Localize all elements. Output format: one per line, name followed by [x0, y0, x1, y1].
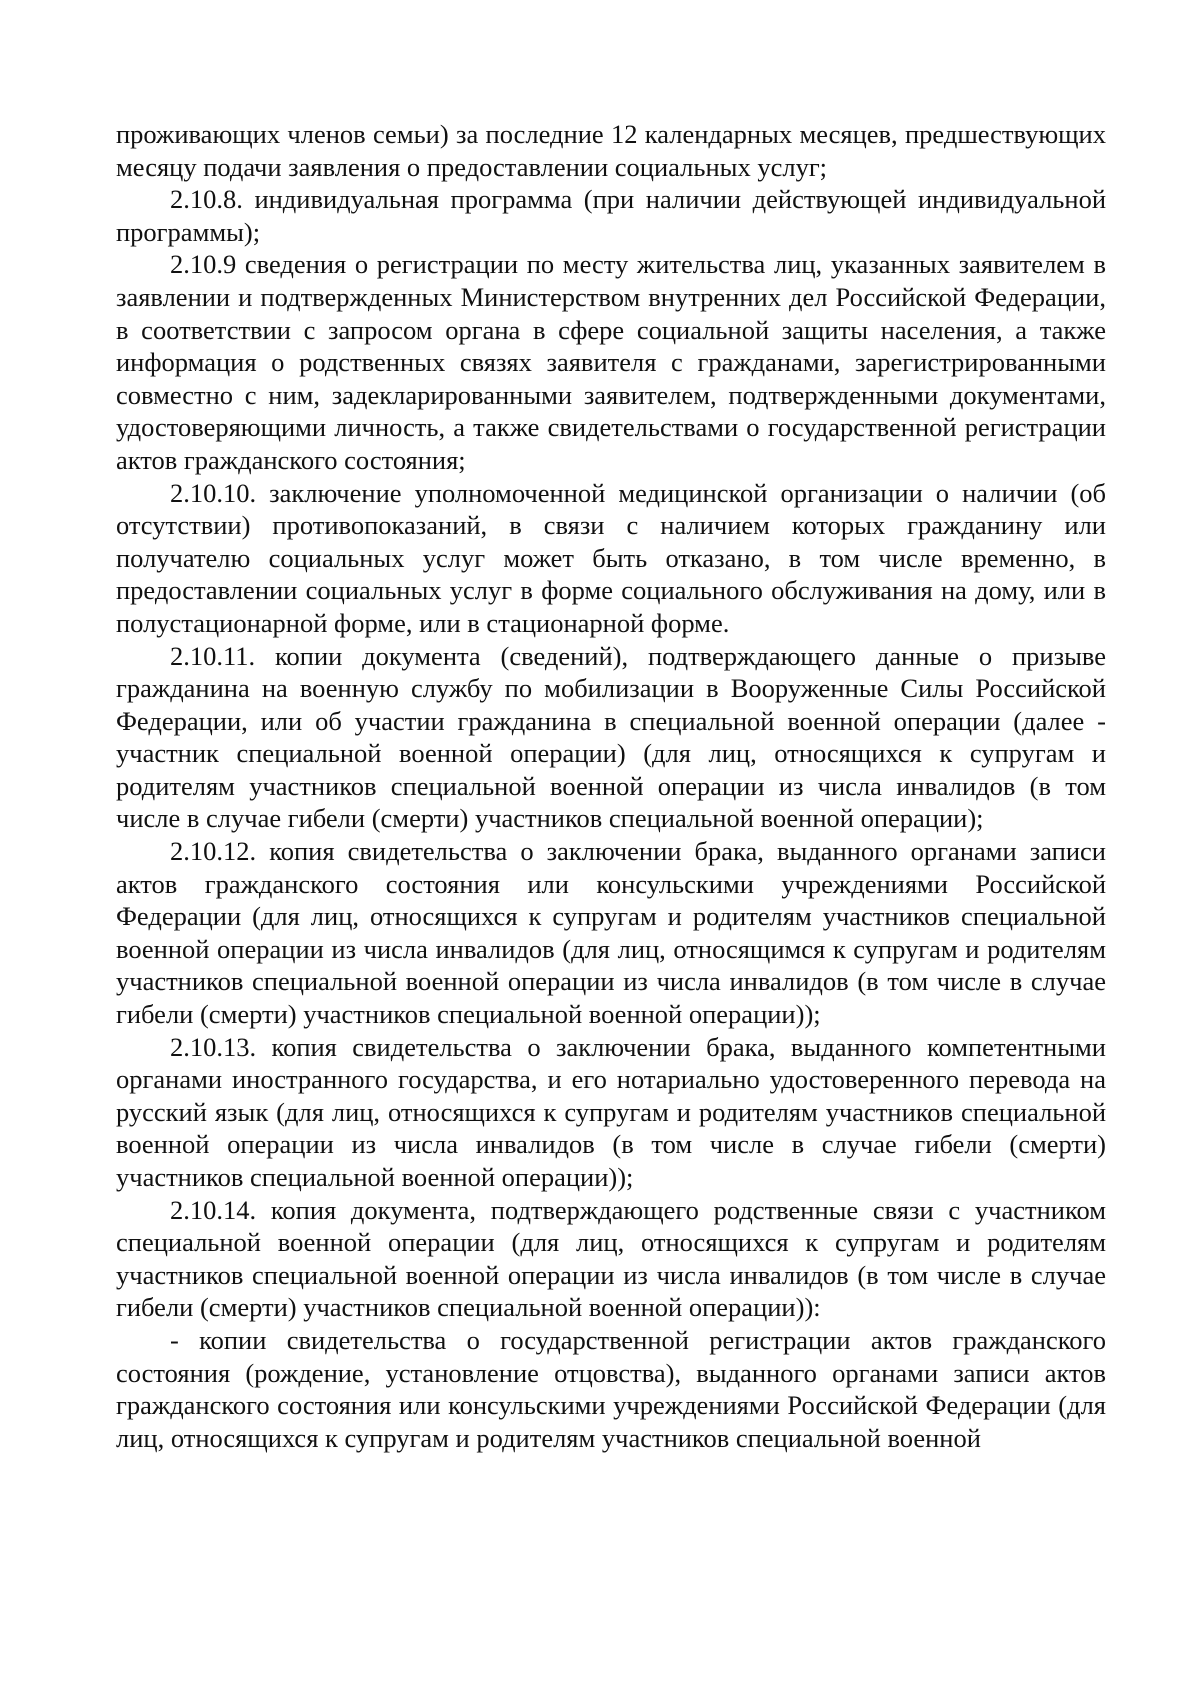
paragraph-2-10-12: 2.10.12. копия свидетельства о заключении брака, выданного органами записи актов гражданского состояния или консульскими учреждениями Российской Федерации (для лиц, относящихся к супругам и родителям участников специальной военной операции из числа инвалидов (для лиц, относящимся к супругам и родителям участников специальной военной операции из числа инвалидов (в том числе в случае гибели (смерти) участников специальной военной операции)); — [116, 836, 1106, 1030]
paragraph-2-10-11: 2.10.11. копии документа (сведений), подтверждающего данные о призыве гражданина на военную службу по мобилизации в Вооруженные Силы Российской Федерации, или об участии гражданина в специальной военной операции (далее - участник специальной военной операции) (для лиц, относящихся к супругам и родителям участников специальной военной операции из числа инвалидов (в том числе в случае гибели (смерти) участников специальной военной операции); — [116, 640, 1106, 834]
document-body — [116, 118, 1106, 1454]
paragraph-2-10-10: 2.10.10. заключение уполномоченной медицинской организации о наличии (об отсутствии) противопоказаний, в связи с наличием которых гражданину или получателю социальных услуг может быть отказано, в том числе временно, в предоставлении социальных услуг в форме социального обслуживания на дому, или в полустационарной форме, или в стационарной форме. — [116, 477, 1106, 638]
paragraph-2-10-13: 2.10.13. копия свидетельства о заключении брака, выданного компетентными органами иностранного государства, и его нотариально удостоверенного перевода на русский язык (для лиц, относящихся к супругам и родителям участников специальной военной операции из числа инвалидов (в том числе в случае гибели (смерти) участников специальной военной операции)); — [116, 1031, 1106, 1192]
paragraph-2-10-8: 2.10.8. индивидуальная программа (при наличии действующей индивидуальной программы); — [116, 184, 1106, 247]
paragraph-continuation: проживающих членов семьи) за последние 12 календарных месяцев, предшествующих месяцу подачи заявления о предоставлении социальных услуг; — [116, 119, 1106, 182]
paragraph-list-item: - копии свидетельства о государственной регистрации актов гражданского состояния (рождение, установление отцовства), выданного органами записи актов гражданского состояния или консульскими учреждениями Российской Федерации (для лиц, относящихся к супругам и родителям участников специальной военной — [116, 1324, 1106, 1453]
paragraph-2-10-14: 2.10.14. копия документа, подтверждающего родственные связи с участником специальной военной операции (для лиц, относящихся к супругам и родителям участников специальной военной операции из числа инвалидов (в том числе в случае гибели (смерти) участников специальной военной операции)): — [116, 1194, 1106, 1323]
paragraph-2-10-9: 2.10.9 сведения о регистрации по месту жительства лиц, указанных заявителем в заявлении и подтвержденных Министерством внутренних дел Российской Федерации, в соответствии с запросом органа в сфере социальной защиты населения, а также информация о родственных связях заявителя с гражданами, зарегистрированными совместно с ним, задекларированными заявителем, подтвержденными документами, удостоверяющими личность, а также свидетельствами о государственной регистрации актов гражданского состояния; — [116, 249, 1106, 475]
